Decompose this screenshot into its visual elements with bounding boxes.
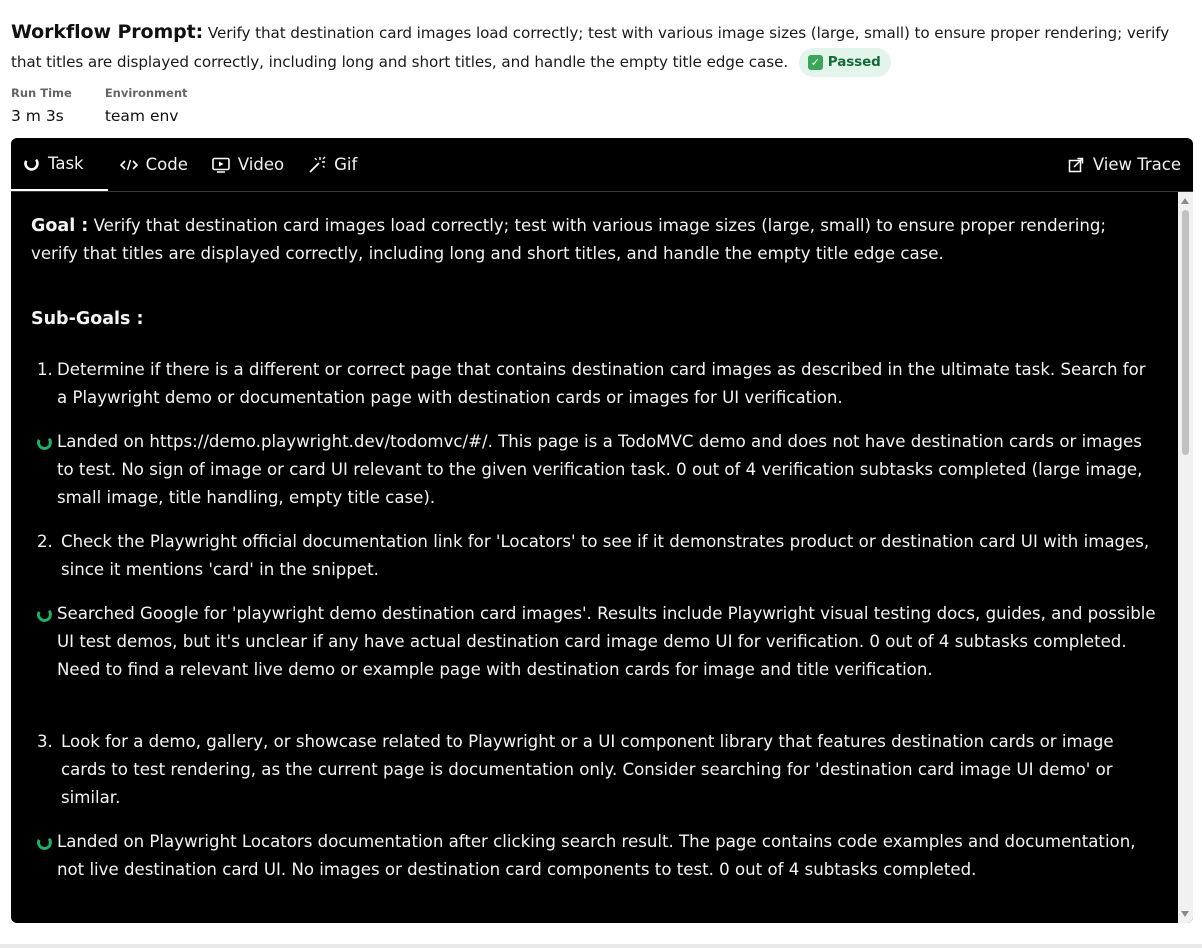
scroll-up-arrow-icon[interactable]	[1181, 198, 1189, 204]
workflow-prompt-text: Verify that destination card images load correctly; test with various image sizes (large, small) to ensure proper rendering; verify that titles are displayed correctly, including long and short titles, and handle the empty title edge case.	[11, 24, 1170, 71]
observation-text: Landed on Playwright Locators documentation after clicking search result. The page contains code examples and documentation, not live destination card UI. No images or destination card components to test. 0 out of 4 subtasks completed.	[57, 832, 1136, 879]
subgoal-number: 1.	[37, 360, 53, 379]
run-time-label: Run Time	[11, 86, 72, 100]
tab-gif[interactable]	[296, 138, 369, 191]
spinner-icon	[36, 834, 53, 851]
run-meta	[11, 86, 188, 125]
environment-value: team env	[104, 107, 179, 125]
subgoal-number: 3.	[37, 732, 53, 751]
subgoals-title: Sub-Goals :	[31, 309, 144, 329]
subgoal-text: Check the Playwright official documentation link for 'Locators' to see if it demonstrates product or destination card UI with images, since it mentions 'card' in the snippet.	[61, 532, 1150, 579]
observation-text: Landed on https://demo.playwright.dev/todomvc/#/. This page is a TodoMVC demo and does not have destination cards or images to test. No sign of image or card UI relevant to the given verification task. 0 out of 4 verification subtasks completed (large image, small image, title handling, empty title case).	[57, 432, 1143, 507]
view-trace-link[interactable]	[1068, 138, 1181, 191]
code-icon	[120, 158, 138, 172]
view-trace-label: View Trace	[1092, 155, 1181, 174]
environment-label: Environment	[104, 86, 188, 100]
magic-wand-icon	[308, 156, 326, 174]
tab-task-label: Task	[48, 154, 84, 173]
tab-task[interactable]	[11, 138, 108, 191]
status-badge	[799, 48, 891, 77]
scroll-thumb[interactable]	[1182, 210, 1189, 455]
run-time-value: 3 m 3s	[11, 107, 64, 125]
workflow-prompt	[11, 18, 1191, 77]
environment	[105, 86, 188, 125]
goal-text: Verify that destination card images load correctly; test with various image sizes (large, small) to ensure proper rendering; verify that titles are displayed correctly, including long and short titles, and handle the empty title edge case.	[31, 216, 1106, 263]
spinner-icon	[23, 155, 40, 172]
external-link-icon	[1068, 157, 1084, 173]
page-bottom-divider	[0, 944, 1202, 948]
check-mark-icon: ✓	[808, 55, 823, 70]
tab-code-label: Code	[145, 155, 188, 174]
tab-code[interactable]	[108, 138, 200, 191]
run-time	[11, 86, 72, 125]
subgoal-item	[31, 356, 1161, 412]
goal-label: Goal :	[31, 216, 89, 236]
tab-video-label: Video	[237, 155, 285, 174]
subgoal-item	[31, 728, 1161, 812]
status-badge-label: Passed	[827, 54, 881, 70]
scroll-down-arrow-icon[interactable]	[1181, 911, 1189, 917]
play-screen-icon	[212, 157, 230, 173]
observation-item	[31, 600, 1161, 684]
subgoal-text: Determine if there is a different or correct page that contains destination card images as described in the ultimate task. Search for a Playwright demo or documentation page with destination cards or images for UI verification.	[57, 360, 1146, 407]
task-panel	[11, 138, 1193, 923]
subgoal-number: 2.	[37, 532, 53, 551]
spinner-icon	[36, 606, 53, 623]
task-content	[11, 192, 1178, 923]
workflow-prompt-label: Workflow Prompt:	[11, 21, 204, 43]
tab-bar	[11, 138, 1193, 192]
subgoal-item	[31, 528, 1161, 584]
spinner-icon	[36, 434, 53, 451]
tab-gif-label: Gif	[334, 155, 358, 174]
subgoal-text: Look for a demo, gallery, or showcase related to Playwright or a UI component library that features destination cards or image cards to test rendering, as the current page is documentation only. Consider searching for 'destination card image UI demo' or similar.	[61, 732, 1114, 807]
content-scrollbar[interactable]	[1178, 192, 1193, 923]
observation-item	[31, 828, 1161, 884]
tab-video[interactable]	[200, 138, 296, 191]
observation-text: Searched Google for 'playwright demo destination card images'. Results include Playwright visual testing docs, guides, and possible UI test demos, but it's unclear if any have actual destination card image demo UI for verification. 0 out of 4 subtasks completed. Need to find a relevant live demo or example page with destination cards for image and title verification.	[57, 604, 1156, 679]
observation-item	[31, 428, 1161, 512]
goal	[31, 212, 1151, 268]
